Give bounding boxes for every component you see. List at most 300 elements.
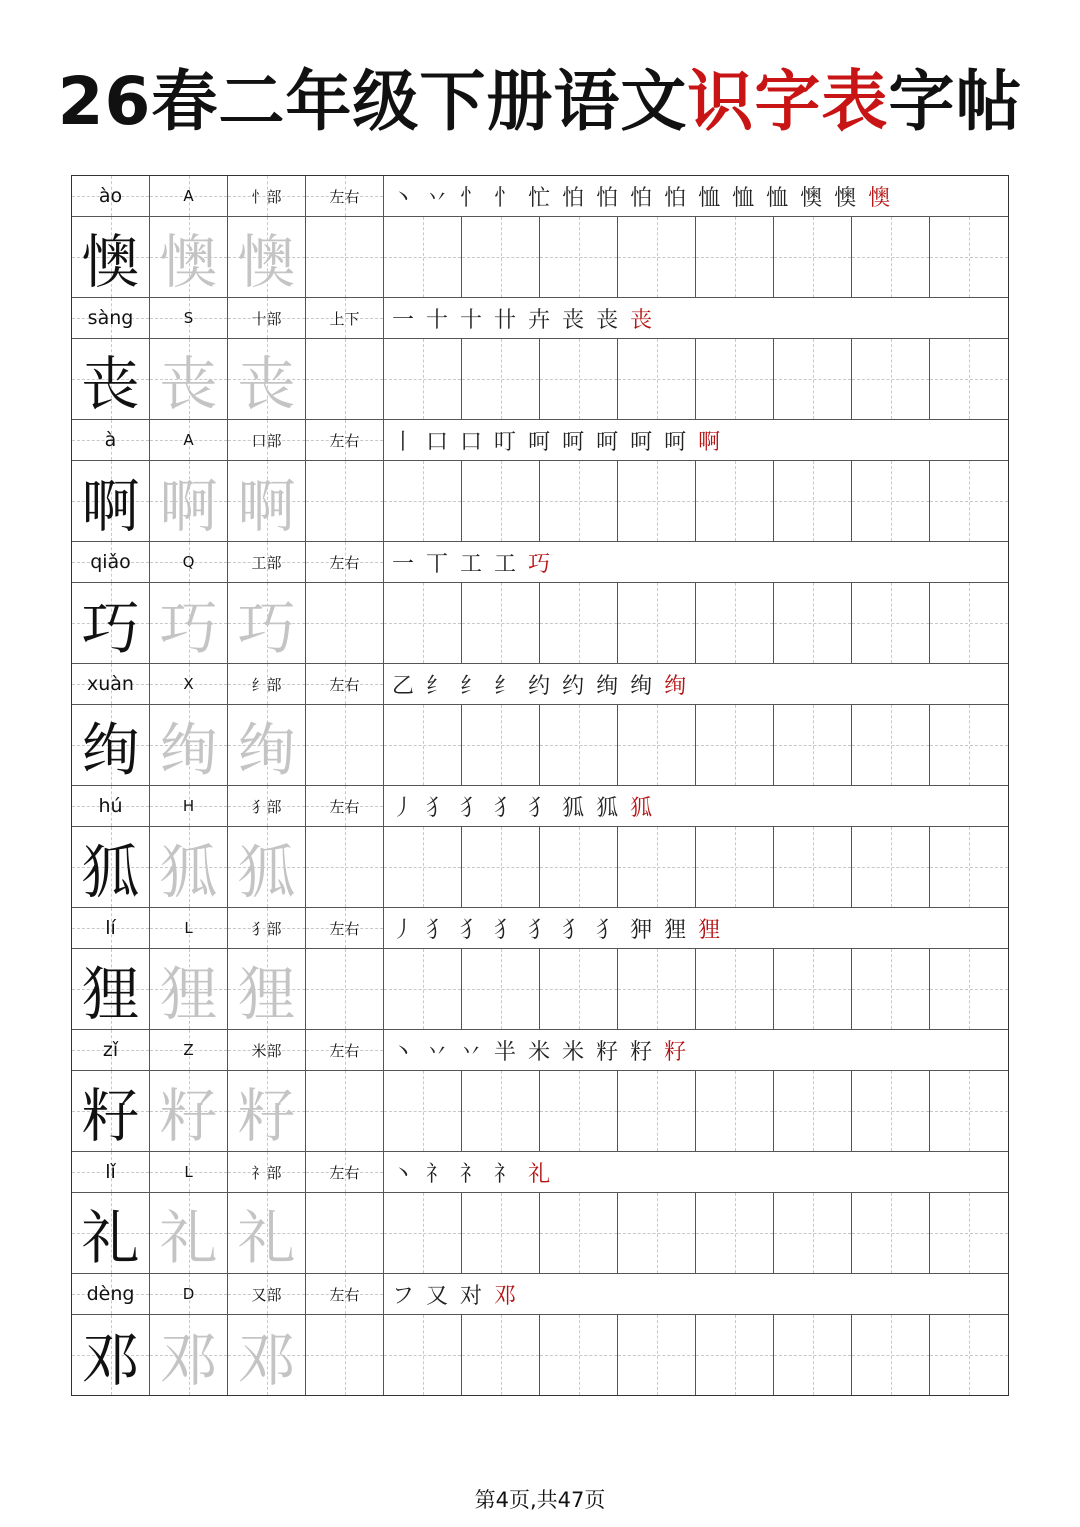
practice-box[interactable]	[696, 1315, 774, 1395]
letter-text: L	[184, 1163, 193, 1181]
structure-text: 左右	[329, 187, 360, 206]
stroke-step: 约	[562, 673, 585, 699]
practice-box[interactable]	[930, 705, 1008, 785]
trace-character-box[interactable]	[228, 339, 306, 419]
stroke-step: 丿	[392, 917, 415, 943]
structure-text: 左右	[329, 553, 360, 572]
pinyin-cell	[72, 786, 150, 826]
practice-box[interactable]	[852, 339, 930, 419]
stroke-step: 恤	[766, 185, 789, 211]
practice-box[interactable]	[540, 339, 618, 419]
practice-box[interactable]	[618, 217, 696, 297]
practice-box[interactable]	[852, 949, 930, 1029]
practice-box[interactable]	[384, 583, 462, 663]
letter-text: A	[183, 187, 194, 205]
pinyin-cell	[72, 908, 150, 948]
practice-box[interactable]	[540, 827, 618, 907]
practice-box[interactable]	[930, 583, 1008, 663]
stroke-step: 呵	[596, 429, 619, 455]
stroke-step: 十	[426, 307, 449, 333]
stroke-step: 呵	[562, 429, 585, 455]
stroke-step: 丶	[392, 1161, 415, 1187]
stroke-step: 呵	[528, 429, 551, 455]
trace-character-box[interactable]	[150, 217, 228, 297]
stroke-step: 懊	[868, 185, 891, 211]
practice-box[interactable]	[852, 217, 930, 297]
practice-box[interactable]	[384, 705, 462, 785]
stroke-step: 十	[460, 307, 483, 333]
stroke-step: 丧	[596, 307, 619, 333]
stroke-step: 恤	[732, 185, 755, 211]
stroke-step: 乙	[392, 673, 415, 699]
practice-box[interactable]	[852, 583, 930, 663]
practice-box[interactable]	[618, 705, 696, 785]
practice-box[interactable]	[930, 827, 1008, 907]
title-part1: 26春二年级下册语文	[57, 63, 688, 140]
practice-box[interactable]	[462, 583, 540, 663]
practice-box[interactable]	[774, 339, 852, 419]
stroke-order	[384, 1152, 1008, 1192]
practice-box[interactable]	[306, 949, 384, 1029]
practice-box[interactable]	[306, 339, 384, 419]
trace-character-box[interactable]	[228, 1193, 306, 1273]
trace-character: 绚	[159, 716, 218, 784]
trace-character-box[interactable]	[150, 1193, 228, 1273]
stroke-step: 籽	[664, 1039, 687, 1065]
pinyin-cell	[72, 1274, 150, 1314]
practice-row	[72, 339, 1008, 420]
practice-row	[72, 1315, 1008, 1395]
practice-box[interactable]	[462, 1193, 540, 1273]
page-title	[0, 48, 1080, 143]
stroke-step: 米	[528, 1039, 551, 1065]
stroke-step: 绚	[664, 673, 687, 699]
model-character: 籽	[81, 1082, 140, 1150]
model-character: 狸	[81, 960, 140, 1028]
letter-text: Z	[183, 1041, 194, 1059]
letter-cell	[150, 1030, 228, 1070]
stroke-order	[384, 1274, 1008, 1314]
practice-box[interactable]	[462, 1071, 540, 1151]
model-character-box[interactable]	[72, 339, 150, 419]
practice-box[interactable]	[306, 583, 384, 663]
practice-box[interactable]	[540, 949, 618, 1029]
stroke-step: 怕	[562, 185, 585, 211]
practice-box[interactable]	[696, 827, 774, 907]
trace-character-box[interactable]	[228, 1315, 306, 1395]
stroke-order	[384, 298, 1008, 338]
pinyin-text: lí	[105, 917, 116, 939]
practice-box[interactable]	[462, 339, 540, 419]
practice-box[interactable]	[852, 1315, 930, 1395]
radical-text: 工部	[251, 553, 282, 572]
letter-cell	[150, 786, 228, 826]
trace-character: 邓	[237, 1326, 296, 1394]
practice-box[interactable]	[540, 1315, 618, 1395]
stroke-step: 半	[494, 1039, 517, 1065]
stroke-step: 忙	[528, 185, 551, 211]
practice-box[interactable]	[618, 1193, 696, 1273]
letter-cell	[150, 1274, 228, 1314]
structure-cell	[306, 298, 384, 338]
stroke-order	[384, 664, 1008, 704]
practice-box[interactable]	[618, 1315, 696, 1395]
info-row	[72, 298, 1008, 339]
trace-character-box[interactable]	[150, 339, 228, 419]
practice-box[interactable]	[384, 1193, 462, 1273]
stroke-step: 丧	[562, 307, 585, 333]
practice-box[interactable]	[774, 461, 852, 541]
structure-text: 左右	[329, 1285, 360, 1304]
letter-cell	[150, 908, 228, 948]
trace-character-box[interactable]	[150, 827, 228, 907]
practice-box[interactable]	[696, 1071, 774, 1151]
practice-box[interactable]	[462, 949, 540, 1029]
letter-text: D	[182, 1285, 195, 1303]
stroke-order	[384, 786, 1008, 826]
structure-cell	[306, 908, 384, 948]
trace-character: 狐	[237, 838, 296, 906]
stroke-step: 怕	[664, 185, 687, 211]
info-row	[72, 1152, 1008, 1193]
practice-box[interactable]	[306, 705, 384, 785]
stroke-step: 丅	[426, 551, 449, 577]
trace-character-box[interactable]	[150, 1071, 228, 1151]
trace-character-box[interactable]	[150, 461, 228, 541]
structure-cell	[306, 786, 384, 826]
practice-box[interactable]	[540, 1071, 618, 1151]
practice-box[interactable]	[696, 461, 774, 541]
stroke-order	[384, 542, 1008, 582]
model-character-box[interactable]	[72, 1071, 150, 1151]
model-character-box[interactable]	[72, 1315, 150, 1395]
pinyin-cell	[72, 420, 150, 460]
trace-character: 邓	[159, 1326, 218, 1394]
practice-box[interactable]	[384, 217, 462, 297]
pinyin-text: hú	[98, 795, 123, 817]
radical-text: 又部	[251, 1285, 282, 1304]
stroke-step: 犭	[494, 795, 517, 821]
pinyin-text: ào	[98, 185, 123, 207]
stroke-step: 巧	[528, 551, 551, 577]
stroke-step: 约	[528, 673, 551, 699]
practice-box[interactable]	[774, 1071, 852, 1151]
trace-character-box[interactable]	[228, 583, 306, 663]
letter-cell	[150, 176, 228, 216]
stroke-step: 丧	[630, 307, 653, 333]
radical-text: 纟部	[251, 675, 282, 694]
practice-box[interactable]	[930, 1071, 1008, 1151]
practice-box[interactable]	[306, 461, 384, 541]
practice-box[interactable]	[774, 217, 852, 297]
model-character-box[interactable]	[72, 461, 150, 541]
radical-cell	[228, 1152, 306, 1192]
practice-box[interactable]	[462, 705, 540, 785]
stroke-step: 犭	[562, 917, 585, 943]
practice-box[interactable]	[384, 1315, 462, 1395]
practice-box[interactable]	[930, 1315, 1008, 1395]
practice-box[interactable]	[774, 705, 852, 785]
practice-row	[72, 217, 1008, 298]
practice-box[interactable]	[462, 461, 540, 541]
pinyin-text: qiǎo	[90, 551, 131, 573]
practice-box[interactable]	[462, 217, 540, 297]
model-character: 狐	[81, 838, 140, 906]
letter-text: X	[183, 675, 194, 693]
practice-box[interactable]	[384, 949, 462, 1029]
stroke-step: フ	[392, 1283, 415, 1309]
pinyin-text: sàng	[87, 307, 134, 329]
stroke-step: 犭	[426, 917, 449, 943]
radical-text: 礻部	[251, 1163, 282, 1182]
practice-box[interactable]	[852, 1071, 930, 1151]
model-character-box[interactable]	[72, 583, 150, 663]
structure-text: 上下	[329, 309, 360, 328]
stroke-step: 丷	[426, 1039, 449, 1065]
stroke-step: 狸	[698, 917, 721, 943]
stroke-step: 犭	[460, 917, 483, 943]
practice-box[interactable]	[540, 583, 618, 663]
trace-character-box[interactable]	[228, 1071, 306, 1151]
radical-text: 犭部	[251, 919, 282, 938]
radical-cell	[228, 176, 306, 216]
structure-cell	[306, 542, 384, 582]
practice-box[interactable]	[618, 339, 696, 419]
pinyin-text: dèng	[86, 1283, 135, 1305]
radical-cell	[228, 908, 306, 948]
stroke-step: 啊	[698, 429, 721, 455]
stroke-step: 工	[460, 551, 483, 577]
practice-box[interactable]	[384, 827, 462, 907]
trace-character: 狐	[159, 838, 218, 906]
info-row	[72, 908, 1008, 949]
info-row	[72, 786, 1008, 827]
practice-row	[72, 461, 1008, 542]
practice-box[interactable]	[696, 705, 774, 785]
practice-box[interactable]	[852, 1193, 930, 1273]
practice-box[interactable]	[462, 1315, 540, 1395]
trace-character: 丧	[159, 350, 218, 418]
practice-box[interactable]	[306, 217, 384, 297]
practice-box[interactable]	[774, 583, 852, 663]
letter-cell	[150, 420, 228, 460]
practice-box[interactable]	[540, 217, 618, 297]
stroke-step: 米	[562, 1039, 585, 1065]
letter-text: L	[184, 919, 193, 937]
practice-box[interactable]	[852, 705, 930, 785]
stroke-step: 狐	[630, 795, 653, 821]
pinyin-cell	[72, 1152, 150, 1192]
practice-box[interactable]	[384, 339, 462, 419]
stroke-order	[384, 420, 1008, 460]
info-row	[72, 1274, 1008, 1315]
trace-character: 绚	[237, 716, 296, 784]
practice-box[interactable]	[618, 583, 696, 663]
structure-cell	[306, 420, 384, 460]
trace-character-box[interactable]	[150, 1315, 228, 1395]
stroke-step: 呵	[664, 429, 687, 455]
trace-character-box[interactable]	[150, 949, 228, 1029]
letter-text: Q	[182, 553, 195, 571]
stroke-step: 犭	[494, 917, 517, 943]
practice-box[interactable]	[618, 949, 696, 1029]
practice-box[interactable]	[930, 217, 1008, 297]
practice-box[interactable]	[930, 1193, 1008, 1273]
stroke-step: 礼	[528, 1161, 551, 1187]
stroke-step: 礻	[426, 1161, 449, 1187]
trace-character: 狸	[237, 960, 296, 1028]
trace-character: 懊	[237, 228, 296, 296]
practice-box[interactable]	[696, 217, 774, 297]
trace-character-box[interactable]	[228, 949, 306, 1029]
stroke-step: 邓	[494, 1283, 517, 1309]
practice-box[interactable]	[306, 1071, 384, 1151]
trace-character: 狸	[159, 960, 218, 1028]
model-character-box[interactable]	[72, 827, 150, 907]
practice-box[interactable]	[774, 827, 852, 907]
pinyin-text: xuàn	[87, 673, 134, 695]
stroke-step: 忄	[494, 185, 517, 211]
radical-cell	[228, 1274, 306, 1314]
structure-cell	[306, 1274, 384, 1314]
stroke-step: 狐	[562, 795, 585, 821]
stroke-step: 卉	[528, 307, 551, 333]
stroke-order	[384, 908, 1008, 948]
practice-box[interactable]	[852, 461, 930, 541]
stroke-step: 籽	[596, 1039, 619, 1065]
practice-row	[72, 949, 1008, 1030]
character-practice-grid	[71, 175, 1009, 1396]
radical-cell	[228, 420, 306, 460]
model-character-box[interactable]	[72, 217, 150, 297]
stroke-step: 丶	[392, 1039, 415, 1065]
trace-character-box[interactable]	[228, 827, 306, 907]
radical-cell	[228, 664, 306, 704]
stroke-step: 籽	[630, 1039, 653, 1065]
practice-box[interactable]	[774, 1193, 852, 1273]
pinyin-text: lǐ	[105, 1161, 116, 1183]
model-character: 礼	[81, 1204, 140, 1272]
practice-box[interactable]	[618, 1071, 696, 1151]
stroke-step: 对	[460, 1283, 483, 1309]
info-row	[72, 176, 1008, 217]
structure-text: 左右	[329, 431, 360, 450]
letter-cell	[150, 664, 228, 704]
practice-box[interactable]	[696, 339, 774, 419]
structure-text: 左右	[329, 1041, 360, 1060]
letter-cell	[150, 542, 228, 582]
practice-box[interactable]	[852, 827, 930, 907]
practice-box[interactable]	[618, 827, 696, 907]
stroke-step: 忄	[460, 185, 483, 211]
practice-box[interactable]	[462, 827, 540, 907]
structure-text: 左右	[329, 919, 360, 938]
model-character-box[interactable]	[72, 949, 150, 1029]
practice-box[interactable]	[930, 339, 1008, 419]
structure-text: 左右	[329, 1163, 360, 1182]
practice-box[interactable]	[306, 1193, 384, 1273]
practice-box[interactable]	[774, 1315, 852, 1395]
stroke-step: 丿	[392, 795, 415, 821]
practice-box[interactable]	[306, 827, 384, 907]
stroke-step: 纟	[494, 673, 517, 699]
trace-character-box[interactable]	[228, 217, 306, 297]
practice-box[interactable]	[384, 461, 462, 541]
trace-character-box[interactable]	[228, 461, 306, 541]
model-character: 丧	[81, 350, 140, 418]
stroke-step: 呵	[630, 429, 653, 455]
model-character-box[interactable]	[72, 705, 150, 785]
stroke-step: 丷	[426, 185, 449, 211]
stroke-step: 丶	[392, 185, 415, 211]
practice-row	[72, 827, 1008, 908]
stroke-step: 口	[460, 429, 483, 455]
trace-character: 懊	[159, 228, 218, 296]
radical-text: 口部	[251, 431, 282, 450]
pinyin-text: zǐ	[102, 1039, 119, 1061]
letter-text: H	[182, 797, 195, 815]
trace-character: 礼	[159, 1204, 218, 1272]
practice-box[interactable]	[384, 1071, 462, 1151]
letter-text: S	[183, 309, 194, 327]
stroke-step: 口	[426, 429, 449, 455]
stroke-step: 犭	[596, 917, 619, 943]
stroke-step: 一	[392, 551, 415, 577]
stroke-step: 懊	[800, 185, 823, 211]
stroke-step: 叮	[494, 429, 517, 455]
model-character-box[interactable]	[72, 1193, 150, 1273]
trace-character-box[interactable]	[150, 705, 228, 785]
stroke-step: 犭	[460, 795, 483, 821]
pinyin-cell	[72, 298, 150, 338]
practice-box[interactable]	[930, 461, 1008, 541]
stroke-step: 狎	[630, 917, 653, 943]
stroke-step: 恤	[698, 185, 721, 211]
practice-box[interactable]	[696, 583, 774, 663]
radical-text: 犭部	[251, 797, 282, 816]
title-part2-highlight: 识字表	[687, 63, 889, 140]
trace-character: 籽	[237, 1082, 296, 1150]
stroke-step: 绚	[630, 673, 653, 699]
practice-box[interactable]	[618, 461, 696, 541]
practice-box[interactable]	[774, 949, 852, 1029]
practice-box[interactable]	[540, 705, 618, 785]
letter-cell	[150, 298, 228, 338]
practice-box[interactable]	[306, 1315, 384, 1395]
stroke-step: 怕	[596, 185, 619, 211]
trace-character-box[interactable]	[228, 705, 306, 785]
stroke-order	[384, 176, 1008, 216]
pinyin-text: à	[104, 429, 117, 451]
radical-text: 十部	[251, 309, 282, 328]
trace-character: 巧	[237, 594, 296, 662]
stroke-step: 纟	[426, 673, 449, 699]
model-character: 邓	[81, 1326, 140, 1394]
trace-character-box[interactable]	[150, 583, 228, 663]
practice-box[interactable]	[696, 949, 774, 1029]
structure-cell	[306, 1152, 384, 1192]
practice-box[interactable]	[540, 1193, 618, 1273]
info-row	[72, 420, 1008, 461]
pinyin-cell	[72, 176, 150, 216]
stroke-step: 懊	[834, 185, 857, 211]
practice-box[interactable]	[930, 949, 1008, 1029]
model-character: 巧	[81, 594, 140, 662]
practice-box[interactable]	[696, 1193, 774, 1273]
stroke-step: 怕	[630, 185, 653, 211]
radical-cell	[228, 542, 306, 582]
practice-box[interactable]	[540, 461, 618, 541]
